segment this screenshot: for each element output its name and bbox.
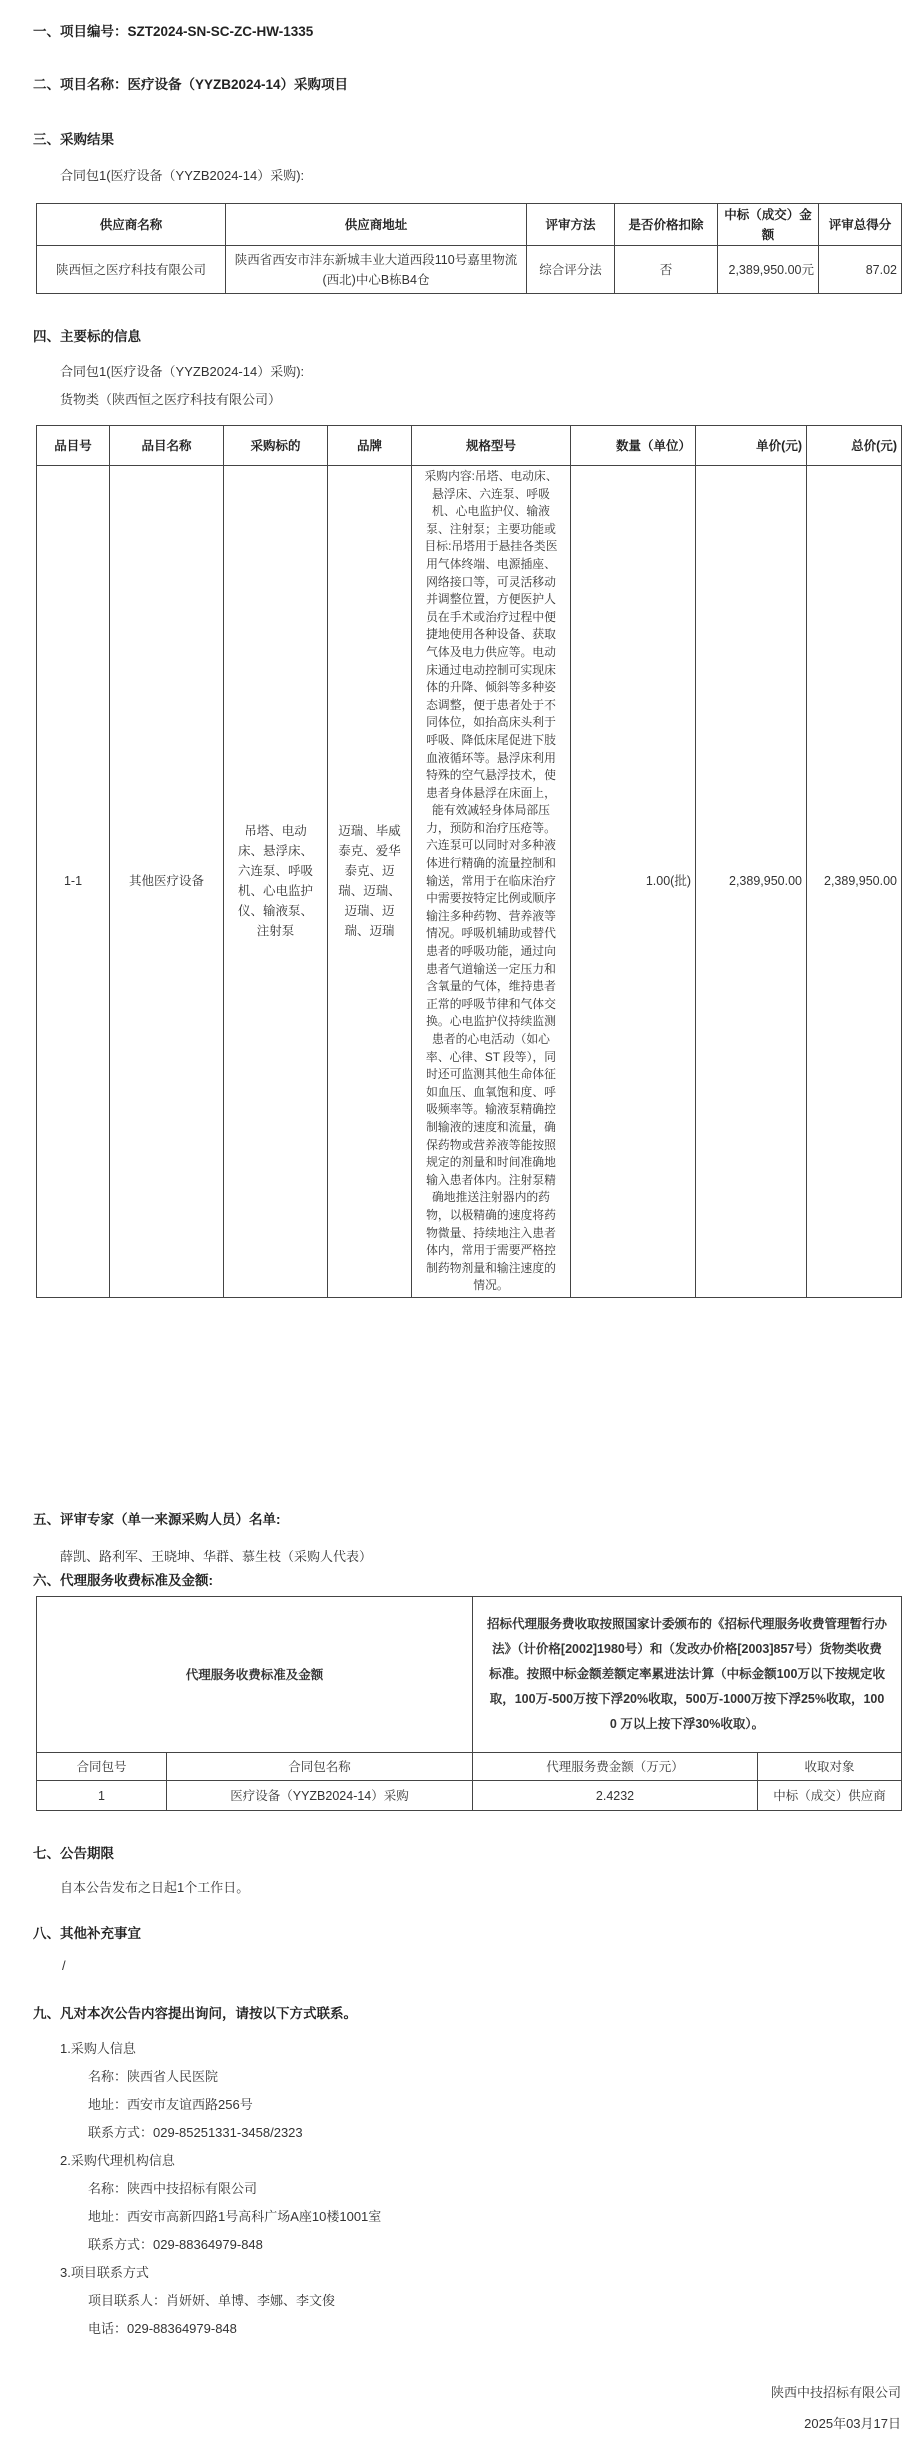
charge-target: 中标（成交）供应商 <box>758 1781 902 1811</box>
header-award-amount: 中标（成交）金额 <box>718 204 819 246</box>
table-row <box>37 466 902 1298</box>
header-total-price: 总价(元) <box>807 426 902 466</box>
package-no: 1 <box>37 1781 167 1811</box>
result-table-header <box>37 204 902 246</box>
item-brand: 迈瑞、毕威泰克、爱华泰克、迈瑞、迈瑞、迈瑞、迈瑞、迈瑞 <box>328 466 412 1298</box>
items-package-label: 合同包1(医疗设备（YYZB2024-14）采购): <box>60 364 305 379</box>
items-table <box>36 425 902 1298</box>
item-unit-price: 2,389,950.00 <box>696 466 807 1298</box>
project-contact-heading: 3.项目联系方式 <box>60 2265 149 2280</box>
project-number: 一、项目编号：SZT2024-SN-SC-ZC-HW-1335 <box>33 24 314 39</box>
header-supplier-address: 供应商地址 <box>226 204 527 246</box>
project-name: 二、项目名称：医疗设备（YYZB2024-14）采购项目 <box>33 77 349 92</box>
items-category-label: 货物类（陕西恒之医疗科技有限公司） <box>60 392 282 407</box>
header-fee-amount: 代理服务费金额（万元） <box>473 1753 758 1781</box>
header-charge-target: 收取对象 <box>758 1753 902 1781</box>
agent-phone: 联系方式：029-88364979-848 <box>88 2237 263 2252</box>
agent-address: 地址：西安市高新四路1号高科广场A座10楼1001室 <box>88 2209 382 2224</box>
review-method: 综合评分法 <box>527 246 615 294</box>
header-price-deduction: 是否价格扣除 <box>615 204 718 246</box>
supplier-address: 陕西省西安市沣东新城丰业大道西段110号嘉里物流(西北)中心B栋B4仓 <box>226 246 527 294</box>
price-deduction: 否 <box>615 246 718 294</box>
footer-company: 陕西中技招标有限公司 <box>770 2385 901 2400</box>
agent-info-heading: 2.采购代理机构信息 <box>60 2153 175 2168</box>
result-package-label: 合同包1(医疗设备（YYZB2024-14）采购): <box>60 168 305 183</box>
award-amount: 2,389,950.00元 <box>718 246 819 294</box>
project-contact-phone: 电话：029-88364979-848 <box>88 2321 237 2336</box>
fee-amount: 2.4232 <box>473 1781 758 1811</box>
section-9-title: 九、凡对本次公告内容提出询问，请按以下方式联系。 <box>33 2006 357 2021</box>
fee-table-header <box>37 1753 902 1781</box>
section-8-title: 八、其他补充事宜 <box>33 1926 141 1941</box>
header-supplier-name: 供应商名称 <box>37 204 226 246</box>
header-subject: 采购标的 <box>224 426 328 466</box>
header-spec: 规格型号 <box>412 426 571 466</box>
item-spec: 采购内容:吊塔、电动床、悬浮床、六连泵、呼吸机、心电监护仪、输液泵、注射泵；主要功能或目标:吊塔用于悬挂各类医用气体终端、电源插座、网络接口等，可灵活移动并调整位置，方便医护人员在手术或治疗过程中便捷地使用各种设备、获取气体及电力供应等。电动床通过电动控制可实现床体的升降、倾斜等多种姿态调整，便于患者处于不同体位，如抬高床头利于呼吸、降低床尾促进下肢血液循环等。悬浮床利用特殊的空气悬浮技术，使患者身体悬浮在床面上，能有效减轻身体局部压力，预防和治疗压疮等。六连泵可以同时对多种液体进行精确的流量控制和输送，常用于在临床治疗中需要按特定比例或顺序输注多种药物、营养液等情况。呼吸机辅助或替代患者的呼吸功能，通过向患者气道输送一定压力和含氧量的气体，维持患者正常的呼吸节律和气体交换。心电监护仪持续监测患者的心电活动（如心率、心律、ST 段等），同时还可监测其他生命体征如血压、血氧饱和度、呼吸频率等。输液泵精确控制输液的速度和流量，确保药物或营养液等能按照规定的剂量和时间准确地输入患者体内。注射泵精确地推送注射器内的药物，以极精确的速度将药物微量、持续地注入患者体内，常用于需要严格控制药物剂量和输注速度的情况。 <box>412 466 571 1298</box>
footer-date: 2025年03月17日 <box>804 2416 901 2431</box>
buyer-info-heading: 1.采购人信息 <box>60 2041 136 2056</box>
supplement-text: / <box>62 1958 66 1973</box>
fee-table <box>36 1596 902 1811</box>
project-contact-people: 项目联系人：肖妍妍、单博、李娜、李文俊 <box>88 2293 336 2308</box>
notice-period: 自本公告发布之日起1个工作日。 <box>60 1880 250 1895</box>
header-item-code: 品目号 <box>37 426 110 466</box>
items-table-header <box>37 426 902 466</box>
header-package-name: 合同包名称 <box>167 1753 473 1781</box>
item-quantity: 1.00(批) <box>571 466 696 1298</box>
fee-standard-text: 招标代理服务费收取按照国家计委颁布的《招标代理服务收费管理暂行办法》（计价格[2002]1980号）和（发改办价格[2003]857号）货物类收费标准。按照中标金额差额定率累进法计算（中标金额100万以下按规定收取，100万-500万按下浮20%收取，500万-1000万按下浮25%收取，1000 万以上按下浮30%收取）。 <box>473 1597 902 1753</box>
package-name: 医疗设备（YYZB2024-14）采购 <box>167 1781 473 1811</box>
section-5-title: 五、评审专家（单一来源采购人员）名单: <box>33 1512 281 1527</box>
buyer-phone: 联系方式：029-85251331-3458/2323 <box>88 2125 303 2140</box>
item-subject: 吊塔、电动床、悬浮床、六连泵、呼吸机、心电监护仪、输液泵、注射泵 <box>224 466 328 1298</box>
result-table <box>36 203 902 294</box>
header-package-no: 合同包号 <box>37 1753 167 1781</box>
header-total-score: 评审总得分 <box>819 204 902 246</box>
expert-list: 薛凯、路利军、王晓坤、华群、慕生枝（采购人代表） <box>60 1549 373 1564</box>
table-row <box>37 246 902 294</box>
header-review-method: 评审方法 <box>527 204 615 246</box>
section-4-title: 四、主要标的信息 <box>33 329 141 344</box>
section-3-title: 三、采购结果 <box>33 132 114 147</box>
section-7-title: 七、公告期限 <box>33 1846 114 1861</box>
header-item-name: 品目名称 <box>110 426 224 466</box>
total-score: 87.02 <box>819 246 902 294</box>
header-unit-price: 单价(元) <box>696 426 807 466</box>
buyer-address: 地址：西安市友谊西路256号 <box>88 2097 253 2112</box>
item-name: 其他医疗设备 <box>110 466 224 1298</box>
agent-name: 名称：陕西中技招标有限公司 <box>88 2181 258 2196</box>
fee-standard-row <box>37 1597 902 1753</box>
header-quantity: 数量（单位） <box>571 426 696 466</box>
fee-standard-label: 代理服务收费标准及金额 <box>37 1597 473 1753</box>
table-row <box>37 1781 902 1811</box>
item-total-price: 2,389,950.00 <box>807 466 902 1298</box>
item-code: 1-1 <box>37 466 110 1298</box>
section-6-title: 六、代理服务收费标准及金额: <box>33 1573 213 1588</box>
header-brand: 品牌 <box>328 426 412 466</box>
supplier-name: 陕西恒之医疗科技有限公司 <box>37 246 226 294</box>
buyer-name: 名称：陕西省人民医院 <box>88 2069 219 2084</box>
